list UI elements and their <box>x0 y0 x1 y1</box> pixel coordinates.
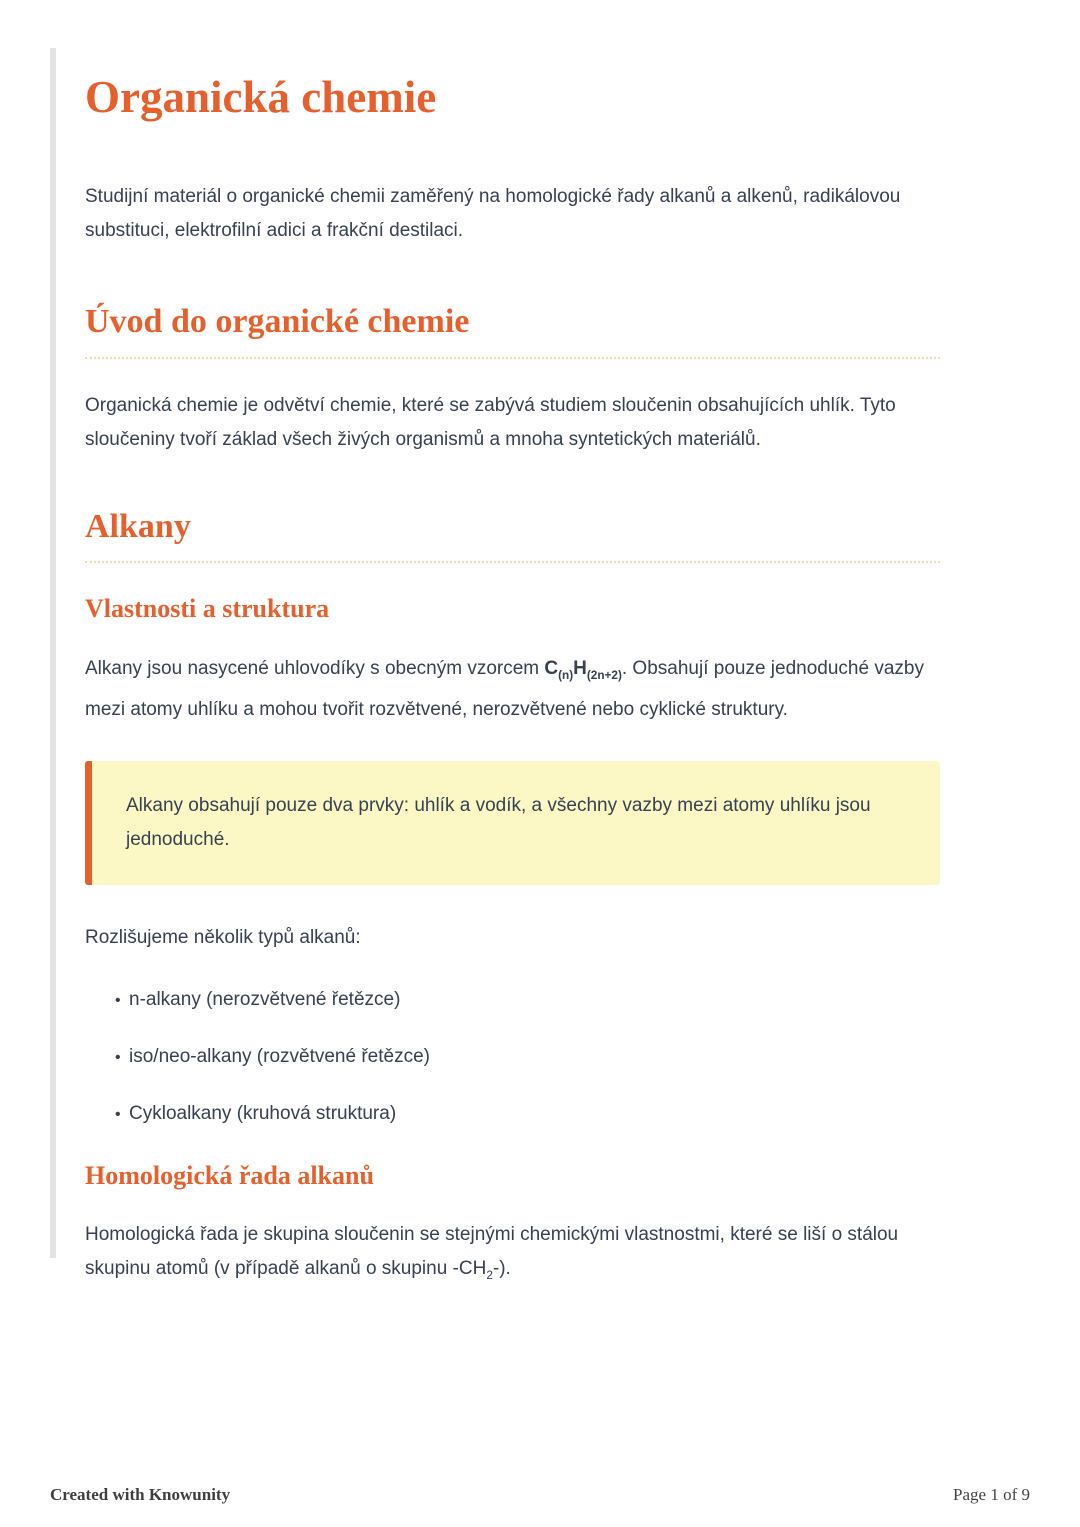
alkane-general-formula <box>544 657 622 682</box>
subsection-heading-homologicka: Homologická řada alkanů <box>85 1160 374 1190</box>
page-footer <box>50 1485 1030 1505</box>
paragraph-text: . Obsahují pouze jednoduché vazby mezi atomy uhlíku a mohou tvořit rozvětvené, nerozvětvené nebo cyklické struktury. <box>85 657 924 720</box>
paragraph-vlastnosti <box>85 652 940 727</box>
alkane-types-list <box>85 983 940 1132</box>
section-heading-uvod: Úvod do organické chemie <box>85 302 940 359</box>
paragraph-text: Homologická řada je skupina sloučenin se stejnými chemickými vlastnostmi, které se liší o stálou skupinu atomů (v případě alkanů o skupinu -CH <box>85 1224 899 1280</box>
paragraph-uvod: Organická chemie je odvětví chemie, které se zabývá studiem sloučenin obsahujících uhlík. Tyto sloučeniny tvoří základ všech živých organismů a mnoha syntetických materiálů. <box>85 394 896 450</box>
ch2-subscript: 2 <box>486 1268 493 1282</box>
list-item <box>115 983 940 1018</box>
intro-paragraph: Studijní materiál o organické chemii zaměřený na homologické řady alkanů a alkenů, radikálovou substituci, elektrofilní adici a frakční destilaci. <box>85 185 901 241</box>
paragraph-homologicka <box>85 1218 940 1293</box>
formula-symbol-c: C <box>544 657 559 679</box>
formula-subscript-2n2: (2n+2) <box>586 668 622 682</box>
page-title: Organická chemie <box>85 72 437 122</box>
paragraph-text: Alkany jsou nasycené uhlovodíky s obecným vzorcem <box>85 657 545 679</box>
section-heading-alkany: Alkany <box>85 507 940 564</box>
footer-page-number: Page 1 of 9 <box>953 1485 1030 1504</box>
list-item <box>115 1040 940 1075</box>
subsection-heading-vlastnosti: Vlastnosti a struktura <box>85 594 330 624</box>
list-intro-paragraph: Rozlišujeme několik typů alkanů: <box>85 926 361 948</box>
list-item-label: Cykloalkany (kruhová struktura) <box>129 1102 397 1124</box>
bullet-marker: • <box>115 991 121 1009</box>
callout-box <box>85 761 940 885</box>
footer-brand: Created with Knowunity <box>50 1485 231 1504</box>
bullet-marker: • <box>115 1105 121 1123</box>
list-item <box>115 1097 940 1132</box>
formula-symbol-h: H <box>573 657 587 679</box>
list-item-label: iso/neo-alkany (rozvětvené řetězce) <box>129 1045 430 1067</box>
list-item-label: n-alkany (nerozvětvené řetězce) <box>129 988 401 1010</box>
formula-subscript-n: (n) <box>558 668 574 682</box>
callout-text: Alkany obsahují pouze dva prvky: uhlík a vodík, a všechny vazby mezi atomy uhlíku jsou jednoduché. <box>126 794 871 850</box>
bullet-marker: • <box>115 1048 121 1066</box>
paragraph-text: -). <box>492 1258 511 1280</box>
